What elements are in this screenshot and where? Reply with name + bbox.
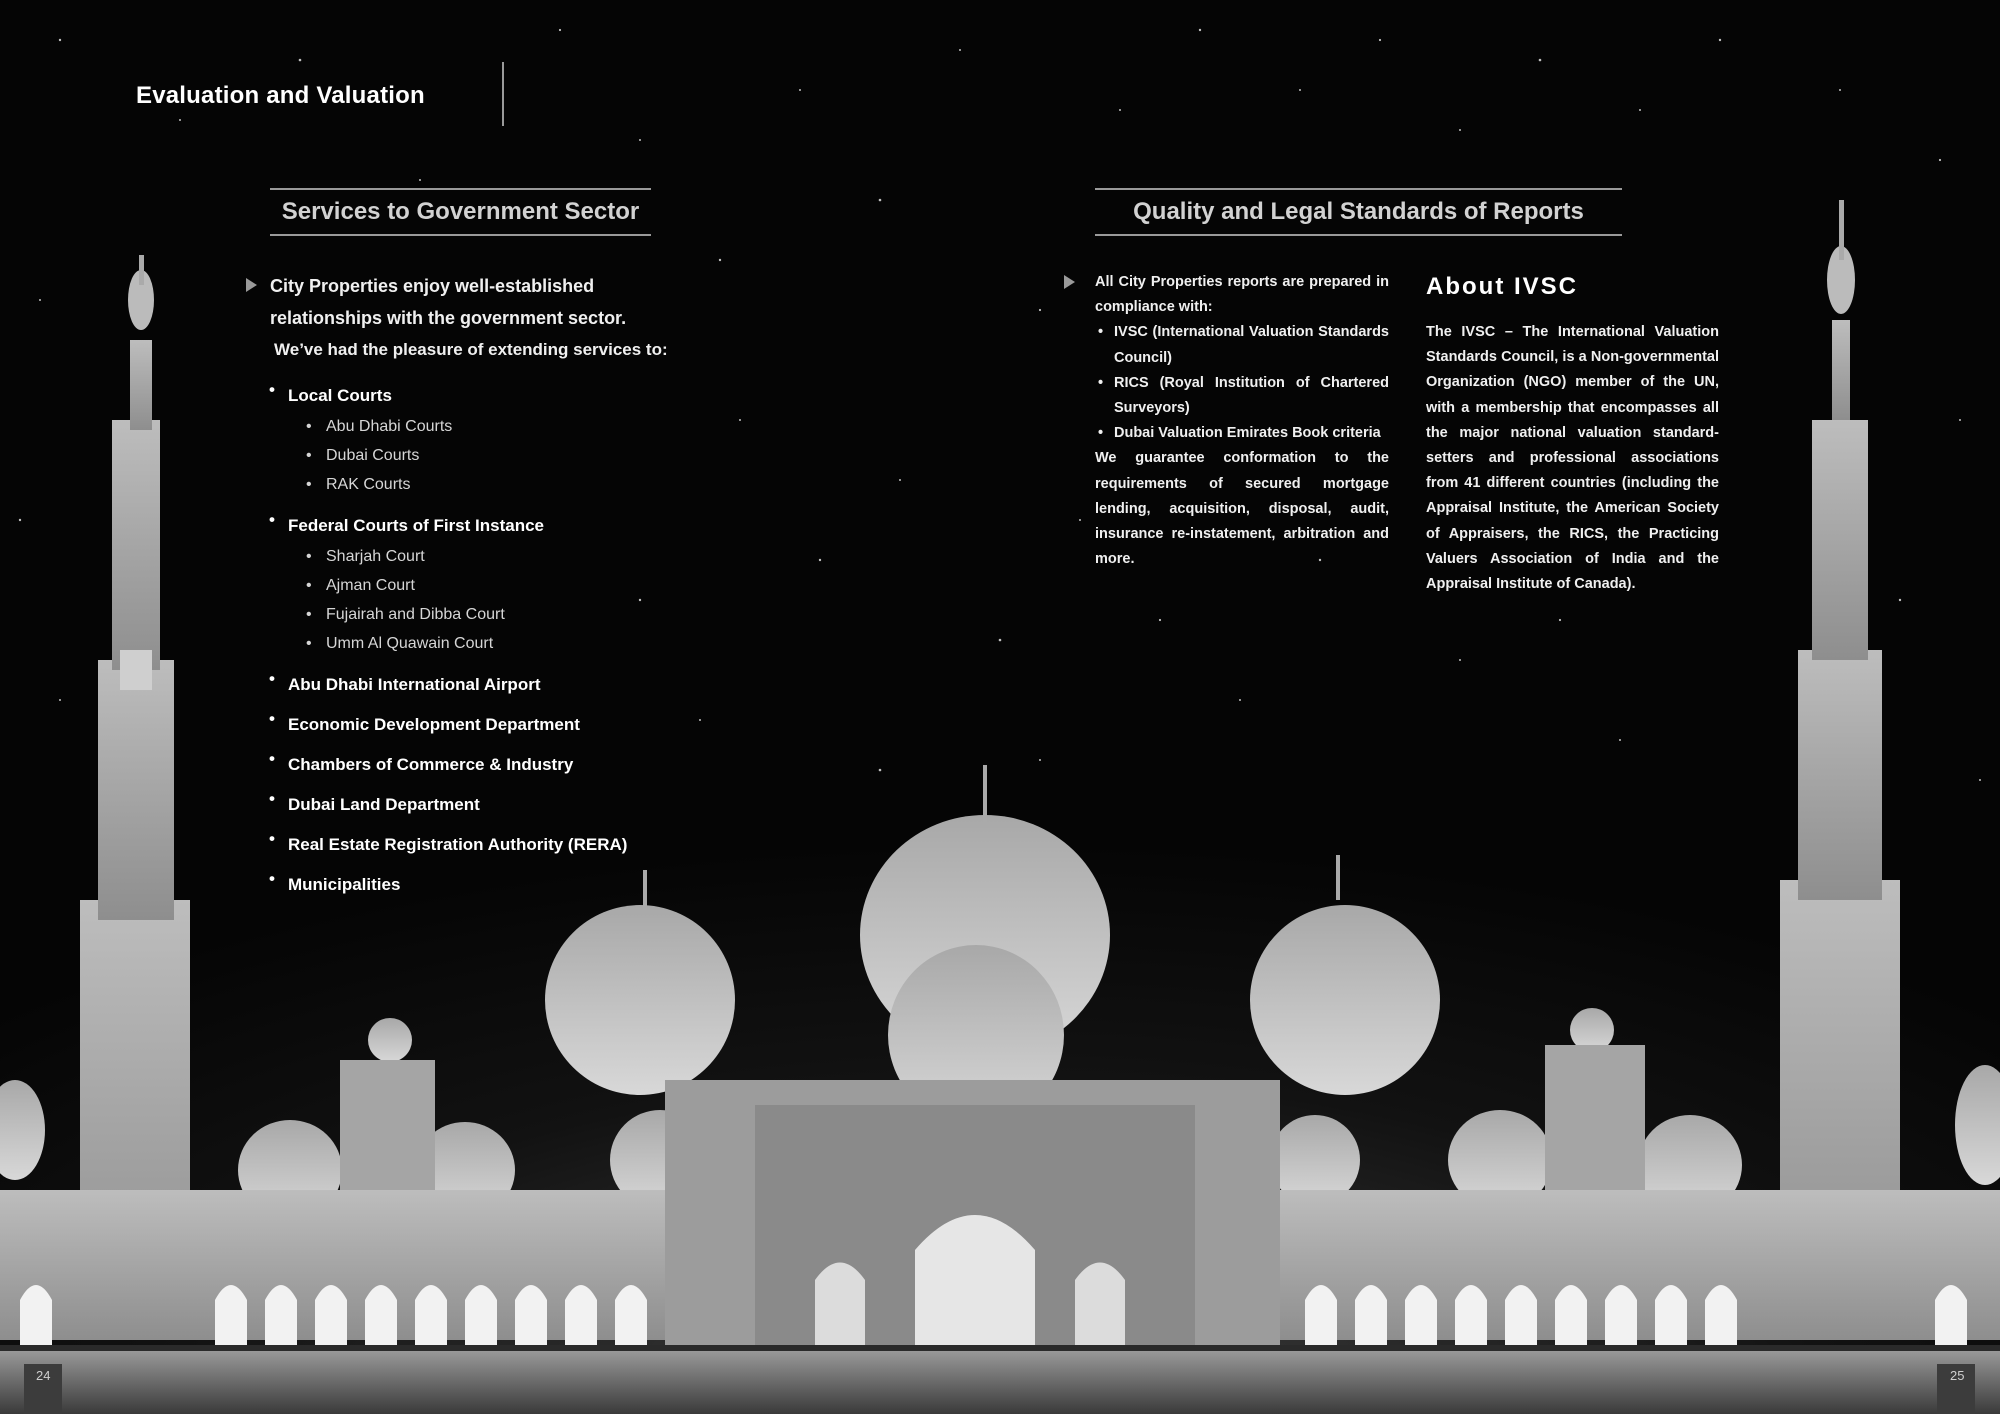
standards-list bbox=[1095, 320, 1389, 446]
arrow-bullet-icon bbox=[246, 278, 257, 292]
page-header-title: Evaluation and Valuation bbox=[136, 82, 425, 109]
standards-item: • RICS (Royal Institution of Chartered Surveyors) bbox=[1095, 371, 1389, 421]
sub-list bbox=[288, 542, 688, 658]
standards-item: • Dubai Valuation Emirates Book criteria bbox=[1095, 421, 1389, 446]
ivsc-title: About IVSC bbox=[1426, 273, 1578, 300]
list-item-label: • Municipalities bbox=[288, 875, 401, 894]
standards-item: • IVSC (International Valuation Standards Council) bbox=[1095, 320, 1389, 370]
header-divider bbox=[502, 62, 504, 126]
ivsc-body: The IVSC – The International Valuation Standards Council, is a Non-governmental Organization (NGO) member of the UN, with a membership that encompasses all the major national valuation standard-setters and professional associations from 41 different countries (including the Appraisal Institute, the American Society of Appraisers, the RICS, the Practicing Valuers Association of India and the Appraisal Institute of Canada). bbox=[1426, 324, 1719, 593]
sub-list bbox=[288, 412, 688, 499]
intro-line: City Properties enjoy well-established bbox=[270, 276, 595, 296]
list-item bbox=[268, 380, 688, 499]
sub-list-item: • Umm Al Quawain Court bbox=[306, 629, 688, 658]
quality-closing: We guarantee conformation to the requirements of secured mortgage lending, acquisition, disposal, audit, insurance re-instatement, arbitration and more. bbox=[1095, 450, 1389, 568]
quality-intro: All City Properties reports are prepared in compliance with: bbox=[1095, 274, 1389, 316]
sub-list-item: • Abu Dhabi Courts bbox=[306, 412, 688, 441]
sub-list-item: • Dubai Courts bbox=[306, 441, 688, 470]
page-number-right: 25 bbox=[1950, 1368, 1965, 1383]
sub-list-item: • Sharjah Court bbox=[306, 542, 688, 571]
page-number-left: 24 bbox=[36, 1368, 51, 1383]
sub-list-item: • RAK Courts bbox=[306, 470, 688, 499]
intro-line: relationships with the government sector. bbox=[270, 308, 627, 328]
list-item-label: • Abu Dhabi International Airport bbox=[288, 675, 541, 694]
list-item-label: • Local Courts bbox=[288, 386, 392, 405]
list-item bbox=[268, 749, 688, 781]
list-item-label: • Federal Courts of First Instance bbox=[288, 516, 544, 535]
list-item-label: • Dubai Land Department bbox=[288, 795, 480, 814]
list-item bbox=[268, 869, 688, 901]
list-item bbox=[268, 510, 688, 658]
services-section-title: Services to Government Sector bbox=[270, 188, 651, 236]
list-item bbox=[268, 669, 688, 701]
intro-line: We’ve had the pleasure of extending services to: bbox=[274, 340, 668, 359]
list-item bbox=[268, 709, 688, 741]
list-item-label: • Chambers of Commerce & Industry bbox=[288, 755, 574, 774]
list-item-label: • Real Estate Registration Authority (RERA) bbox=[288, 835, 628, 854]
sub-list-item: • Ajman Court bbox=[306, 571, 688, 600]
list-item bbox=[268, 789, 688, 821]
government-services-list bbox=[268, 380, 688, 901]
list-item-label: • Economic Development Department bbox=[288, 715, 580, 734]
arrow-bullet-icon bbox=[1064, 275, 1075, 289]
quality-section-title: Quality and Legal Standards of Reports bbox=[1095, 188, 1622, 236]
sub-list-item: • Fujairah and Dibba Court bbox=[306, 600, 688, 629]
list-item bbox=[268, 829, 688, 861]
quality-standards-block bbox=[1095, 270, 1389, 572]
services-intro bbox=[270, 270, 670, 366]
